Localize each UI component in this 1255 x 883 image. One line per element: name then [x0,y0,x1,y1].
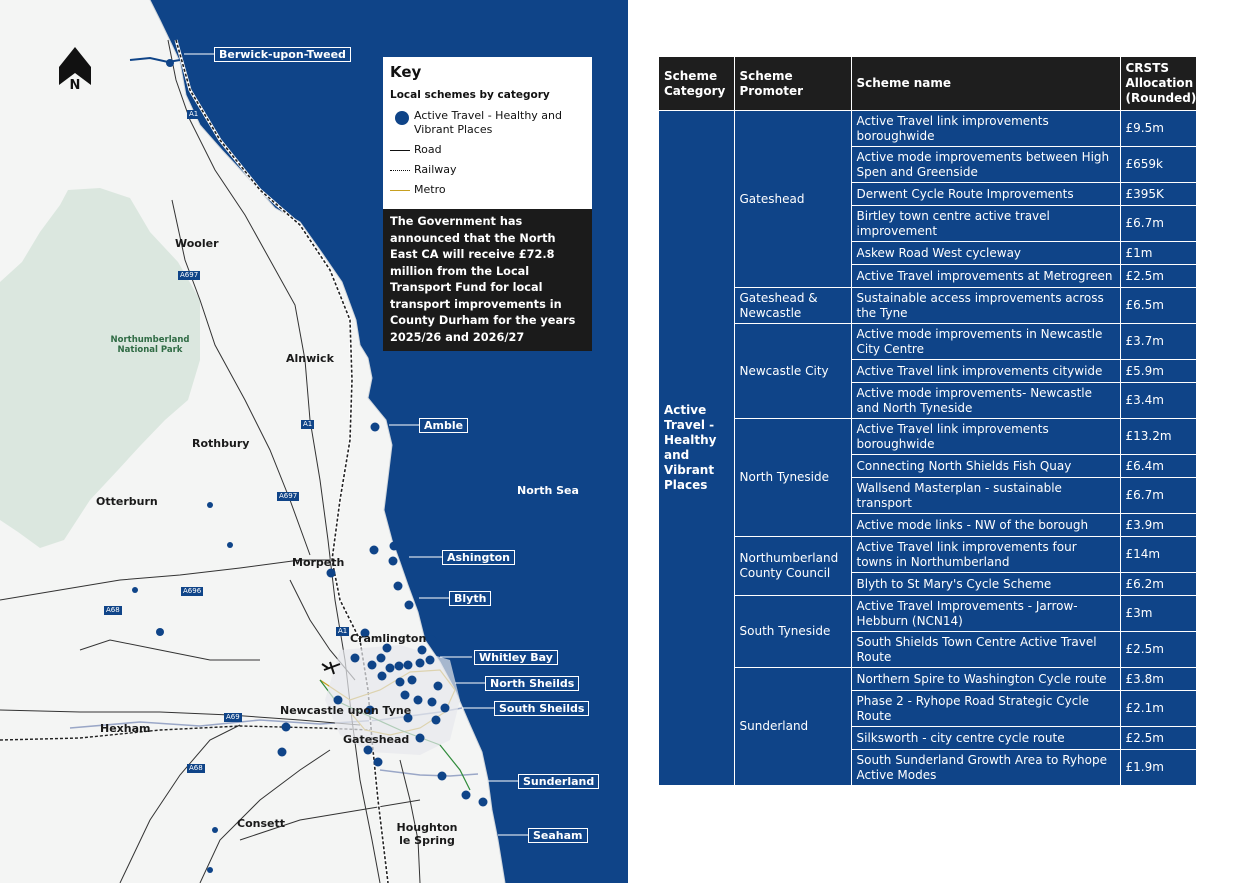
allocation-cell: £3m [1120,596,1196,632]
callout-label: Berwick-upon-Tweed [214,47,351,62]
road-label: A68 [189,764,203,772]
town-label: Cramlington [350,632,427,645]
town-label: Alnwick [286,352,334,365]
key-subtitle: Local schemes by category [390,89,550,101]
allocation-cell: £6.4m [1120,455,1196,478]
allocation-cell: £9.5m [1120,111,1196,147]
scheme-name-cell: Active Travel link improvements boroughwide [851,419,1120,455]
scheme-promoter-cell: Northumberland County Council [734,537,851,596]
schemes-table-container [659,57,1196,786]
national-park-label: Northumberland National Park [110,335,190,355]
road-label: A68 [106,606,120,614]
town-label: Newcastle upon Tyne [280,704,412,717]
scheme-promoter-cell: South Tyneside [734,596,851,668]
callout-label: South Sheilds [494,701,589,716]
town-label: Gateshead [343,733,410,746]
scheme-promoter-cell: North Tyneside [734,419,851,537]
table-row [659,596,1196,632]
header-allocation: CRSTS Allocation (Rounded) [1120,57,1196,111]
key-item [390,143,585,157]
allocation-cell: £6.2m [1120,573,1196,596]
town-label: Morpeth [292,556,345,569]
allocation-cell: £3.8m [1120,668,1196,691]
key-item-label: Railway [414,163,457,176]
scheme-name-cell: Active Travel link improvements boroughwide [851,111,1120,147]
table-row [659,419,1196,455]
table-row [659,668,1196,691]
key-item-label: Active Travel - Healthy and Vibrant Places [414,109,563,136]
allocation-cell: £13.2m [1120,419,1196,455]
scheme-name-cell: Active mode improvements in Newcastle City Centre [851,324,1120,360]
allocation-cell: £1m [1120,242,1196,265]
callout-label: Seaham [528,828,588,843]
allocation-cell: £2.1m [1120,691,1196,727]
allocation-cell: £6.7m [1120,206,1196,242]
scheme-name-cell: Blyth to St Mary's Cycle Scheme [851,573,1120,596]
key-title: Key [390,63,422,81]
road-label: A1 [303,420,313,428]
allocation-cell: £2.5m [1120,727,1196,750]
road-label: A1 [338,627,348,635]
callout-label: Ashington [442,550,515,565]
scheme-name-cell: Active Travel Improvements - Jarrow-Hebburn (NCN14) [851,596,1120,632]
railway-line-icon [390,170,410,171]
allocation-cell: £5.9m [1120,360,1196,383]
town-label: Consett [237,817,285,830]
scheme-name-cell: Northern Spire to Washington Cycle route [851,668,1120,691]
funding-note: The Government has announced that the North East CA will receive £72.8 million from the Local Transport Fund for local transport improvements in County Durham for the years 2025/26 and 2026/27 [383,209,592,351]
scheme-name-cell: Birtley town centre active travel improvement [851,206,1120,242]
allocation-cell: £3.4m [1120,383,1196,419]
town-label: Hexham [100,722,151,735]
road-label: A696 [183,587,202,595]
scheme-name-cell: South Sunderland Growth Area to Ryhope Active Modes [851,750,1120,786]
table-row [659,111,1196,147]
town-label: Houghton le Spring [396,821,458,847]
scheme-name-cell: South Shields Town Centre Active Travel Route [851,632,1120,668]
allocation-cell: £1.9m [1120,750,1196,786]
scheme-name-cell: Active mode links - NW of the borough [851,514,1120,537]
key-item-label: Metro [414,183,446,196]
callout-label: North Sheilds [485,676,579,691]
callout-label: Blyth [449,591,491,606]
scheme-promoter-cell: Sunderland [734,668,851,786]
scheme-name-cell: Connecting North Shields Fish Quay [851,455,1120,478]
table-row [659,288,1196,324]
road-label: A1 [189,110,199,118]
callout-label: Whitley Bay [474,650,558,665]
road-label: A697 [279,492,298,500]
town-label: Otterburn [96,495,158,508]
scheme-category-cell: Active Travel - Healthy and Vibrant Places [659,111,734,786]
town-label: Rothbury [192,437,250,450]
sea-label: North Sea [517,484,579,497]
table-header-row [659,57,1196,111]
header-scheme-name: Scheme name [851,57,1120,111]
road-line-icon [390,150,410,151]
scheme-name-cell: Phase 2 - Ryhope Road Strategic Cycle Route [851,691,1120,727]
scheme-name-cell: Wallsend Masterplan - sustainable transport [851,478,1120,514]
scheme-promoter-cell: Gateshead [734,111,851,288]
key-item [390,163,585,177]
metro-line-icon [390,190,410,191]
allocation-cell: £2.5m [1120,632,1196,668]
scheme-name-cell: Active Travel improvements at Metrogreen [851,265,1120,288]
header-scheme-category: Scheme Category [659,57,734,111]
scheme-name-cell: Silksworth - city centre cycle route [851,727,1120,750]
allocation-cell: £14m [1120,537,1196,573]
allocation-cell: £395K [1120,183,1196,206]
scheme-name-cell: Active Travel link improvements citywide [851,360,1120,383]
allocation-cell: £3.7m [1120,324,1196,360]
callout-label: Amble [419,418,468,433]
scheme-name-cell: Active mode improvements between High Spen and Greenside [851,147,1120,183]
road-label: A697 [180,271,199,279]
allocation-cell: £659k [1120,147,1196,183]
scheme-promoter-cell: Newcastle City [734,324,851,419]
key-item [390,183,585,197]
scheme-dot-icon [395,111,409,125]
callout-label: Sunderland [518,774,599,789]
table-row [659,537,1196,573]
north-label: N [69,78,81,93]
scheme-name-cell: Active Travel link improvements four towns in Northumberland [851,537,1120,573]
scheme-promoter-cell: Gateshead & Newcastle [734,288,851,324]
allocation-cell: £2.5m [1120,265,1196,288]
map-key [383,57,592,351]
allocation-cell: £6.5m [1120,288,1196,324]
town-label: Wooler [175,237,219,250]
road-label: A69 [226,713,240,721]
scheme-name-cell: Active mode improvements- Newcastle and North Tyneside [851,383,1120,419]
schemes-table [659,57,1197,786]
table-body [659,111,1196,786]
table-row [659,324,1196,360]
scheme-name-cell: Sustainable access improvements across the Tyne [851,288,1120,324]
scheme-name-cell: Derwent Cycle Route Improvements [851,183,1120,206]
allocation-cell: £3.9m [1120,514,1196,537]
key-item [390,109,585,137]
header-scheme-promoter: Scheme Promoter [734,57,851,111]
key-item-label: Road [414,143,442,156]
scheme-name-cell: Askew Road West cycleway [851,242,1120,265]
allocation-cell: £6.7m [1120,478,1196,514]
